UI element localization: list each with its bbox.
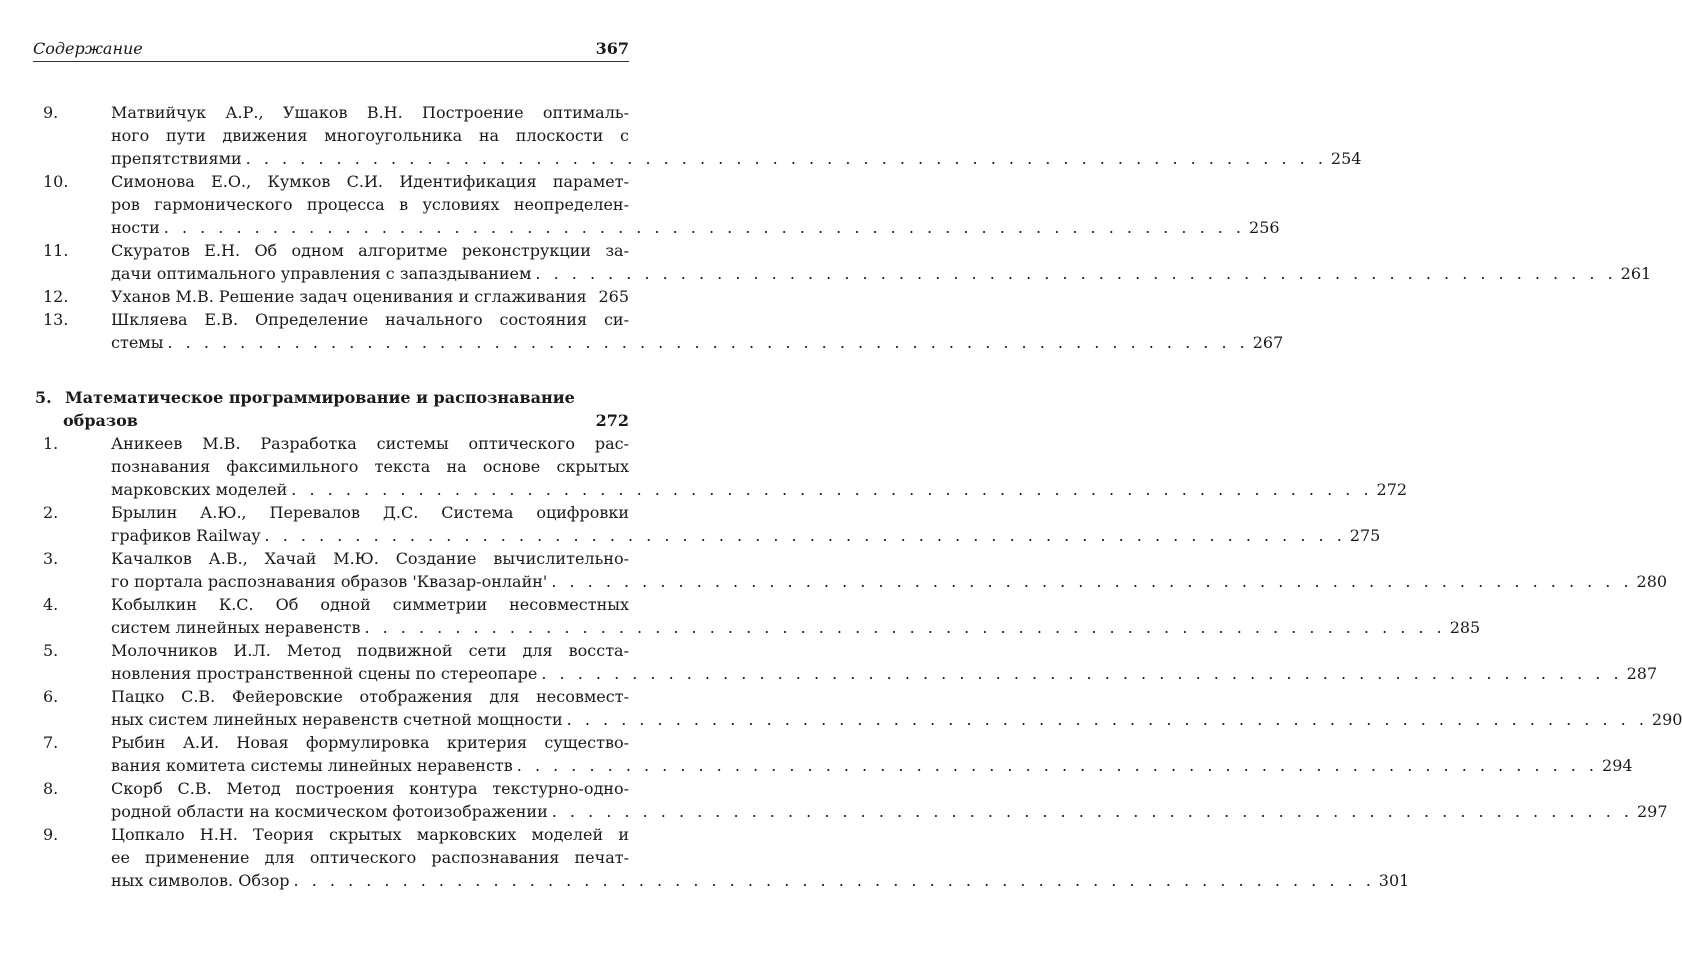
- toc-entry-line: Аникеев М.В. Разработка системы оптического рас-: [111, 434, 629, 453]
- toc-entry-body: [111, 777, 1668, 823]
- toc-entry-line: Скуратов Е.Н. Об одном алгоритме реконструкции за-: [111, 241, 629, 260]
- toc-entry-body: [111, 101, 1362, 170]
- toc-entry-last-text: родной области на космическом фотоизображении: [111, 802, 548, 821]
- toc-entry-number: 10.: [43, 172, 69, 191]
- toc-entry-body: [111, 639, 1658, 685]
- toc-entry-line: Брылин А.Ю., Перевалов Д.С. Система оцифровки: [111, 503, 629, 522]
- toc-entry-page-number: 256: [1249, 218, 1280, 237]
- section-spacer: [33, 354, 629, 386]
- toc-entry-line: ее применение для оптического распознавания печат-: [111, 848, 629, 867]
- dot-leader: . . . . . . . . . . . . . . . . . . . . . . . . . . . . . . . . . . . . . . . . . . . . . . . . . . . . . . . . . . . .: [566, 710, 1648, 729]
- section-title-line-1: Математическое программирование и распознавание: [65, 388, 575, 407]
- toc-entry-page-number: 261: [1620, 264, 1652, 283]
- toc-entry-number: 13.: [43, 310, 69, 329]
- dot-leader: . . . . . . . . . . . . . . . . . . . . . . . . . . . . . . . . . . . . . . . . . . . . . . . . . . . . . . . . . . . .: [551, 572, 1633, 591]
- toc-entry-last-text: вания комитета системы линейных неравенств: [111, 756, 513, 775]
- running-head: [33, 32, 629, 62]
- toc-group-section-5: [33, 432, 1682, 892]
- running-head-page-number: 367: [595, 39, 629, 58]
- toc-entry-last-line: [111, 800, 1668, 823]
- toc-entry-page-number: 285: [1449, 618, 1481, 637]
- dot-leader: . . . . . . . . . . . . . . . . . . . . . . . . . . . . . . . . . . . . . . . . . . . . . . . . . . . . . . . . . . . .: [516, 756, 1599, 775]
- toc-entry-number: 4.: [43, 595, 59, 614]
- toc-entry-line: Качалков А.В., Хачай М.Ю. Создание вычислительно-: [111, 549, 629, 568]
- toc-entry-page-number: 267: [1252, 333, 1284, 352]
- toc-entry-body: [111, 239, 1652, 285]
- toc-entry-number: 5.: [43, 641, 59, 660]
- toc-entry-number: 1.: [43, 434, 59, 453]
- toc-entry-line: Молочников И.Л. Метод подвижной сети для восста-: [111, 641, 629, 660]
- dot-leader: . . . . . . . . . . . . . . . . . . . . . . . . . . . . . . . . . . . . . . . . . . . . . . . . . . . . . . . . . . . .: [167, 333, 1249, 352]
- toc-entry: [33, 731, 1633, 777]
- toc-entry-page-number: 280: [1636, 572, 1668, 591]
- toc-entry-page-number: 265: [598, 287, 629, 306]
- toc-entry-line: Цопкало Н.Н. Теория скрытых марковских моделей и: [111, 825, 629, 844]
- toc-entry-last-line: [111, 147, 1362, 170]
- toc-entry-line: ного пути движения многоугольника на плоскости с: [111, 126, 629, 145]
- toc-entry-last-text: го портала распознавания образов 'Квазар-онлайн': [111, 572, 548, 591]
- toc-entry-number: 11.: [43, 241, 69, 260]
- toc-entry: [33, 101, 1362, 170]
- toc-entry-last-text: ных систем линейных неравенств счетной мощности: [111, 710, 563, 729]
- toc-entry-body: [111, 731, 1633, 777]
- toc-entry-number: 3.: [43, 549, 59, 568]
- toc-entry-last-text: ных символов. Обзор: [111, 871, 290, 890]
- toc-entry-number: 9.: [43, 103, 59, 122]
- toc-entry: [33, 777, 1668, 823]
- toc-entry-page-number: 297: [1636, 802, 1668, 821]
- toc-entry-body: [111, 285, 629, 308]
- toc-entry: [33, 823, 1410, 892]
- toc-entry-last-line: [111, 754, 1633, 777]
- toc-entry-number: 7.: [43, 733, 59, 752]
- toc-entry-last-line: [111, 662, 1658, 685]
- toc-entry: [33, 308, 1284, 354]
- toc-entry-body: [111, 501, 1381, 547]
- dot-leader: . . . . . . . . . . . . . . . . . . . . . . . . . . . . . . . . . . . . . . . . . . . . . . . . . . . . . . . . . . . .: [264, 526, 1346, 545]
- toc-entry-line: Симонова Е.О., Кумков С.И. Идентификация парамет-: [111, 172, 629, 191]
- toc-entry-last-line: [111, 285, 629, 308]
- toc-entry-body: [111, 432, 1408, 501]
- toc-entry-last-text: Уханов М.В. Решение задач оценивания и сглаживания: [111, 287, 587, 306]
- toc-entry-last-line: [111, 616, 1481, 639]
- table-of-contents: [33, 101, 1682, 892]
- section-number: 5.: [35, 388, 52, 407]
- toc-entry-last-text: препятствиями: [111, 149, 242, 168]
- toc-entry-last-text: стемы: [111, 333, 164, 352]
- section-page-number: 272: [595, 411, 629, 430]
- toc-entry-last-text: дачи оптимального управления с запаздыванием: [111, 264, 532, 283]
- toc-entry-last-line: [111, 478, 1408, 501]
- toc-entry-last-text: ности: [111, 218, 160, 237]
- dot-leader: . . . . . . . . . . . . . . . . . . . . . . . . . . . . . . . . . . . . . . . . . . . . . . . . . . . . . . . . . . . .: [291, 480, 1373, 499]
- dot-leader: . . . . . . . . . . . . . . . . . . . . . . . . . . . . . . . . . . . . . . . . . . . . . . . . . . . . . . . . . . . .: [541, 664, 1623, 683]
- toc-entry-page-number: 272: [1376, 480, 1408, 499]
- toc-entry-last-text: марковских моделей: [111, 480, 288, 499]
- toc-entry-number: 9.: [43, 825, 59, 844]
- toc-entry-line: Рыбин А.И. Новая формулировка критерия существо-: [111, 733, 629, 752]
- toc-entry: [33, 593, 1481, 639]
- toc-entry-page-number: 287: [1626, 664, 1658, 683]
- toc-entry-last-line: [111, 331, 1284, 354]
- toc-entry-body: [111, 170, 1280, 239]
- toc-entry-last-text: графиков Railway: [111, 526, 261, 545]
- toc-entry-number: 8.: [43, 779, 59, 798]
- toc-entry-line: Скорб С.В. Метод построения контура текстурно-одно-: [111, 779, 629, 798]
- toc-entry-body: [111, 547, 1668, 593]
- toc-entry-line: Матвийчук А.Р., Ушаков В.Н. Построение оптималь-: [111, 103, 629, 122]
- toc-entry-page-number: 290: [1651, 710, 1682, 729]
- dot-leader: . . . . . . . . . . . . . . . . . . . . . . . . . . . . . . . . . . . . . . . . . . . . . . . . . . . . . . . . . . . .: [364, 618, 1446, 637]
- toc-entry: [33, 639, 1658, 685]
- toc-entry-page-number: 275: [1349, 526, 1381, 545]
- toc-entry: [33, 501, 1381, 547]
- toc-entry-line: Шкляева Е.В. Определение начального состояния си-: [111, 310, 629, 329]
- toc-entry-last-line: [111, 869, 1410, 892]
- toc-entry: [33, 239, 1652, 285]
- toc-entry-last-line: [111, 570, 1668, 593]
- toc-entry: [33, 685, 1682, 731]
- toc-entry-page-number: 294: [1602, 756, 1633, 775]
- toc-entry-last-line: [111, 708, 1682, 731]
- toc-entry-number: 2.: [43, 503, 59, 522]
- dot-leader: . . . . . . . . . . . . . . . . . . . . . . . . . . . . . . . . . . . . . . . . . . . . . . . . . . . . . . . . . . . .: [163, 218, 1246, 237]
- running-head-section: Содержание: [33, 39, 143, 58]
- toc-entry-body: [111, 685, 1682, 731]
- toc-entry-last-line: [111, 262, 1652, 285]
- toc-entry-body: [111, 823, 1410, 892]
- toc-entry-last-text: систем линейных неравенств: [111, 618, 361, 637]
- section-title-line-2: образов: [63, 411, 138, 430]
- dot-leader: . . . . . . . . . . . . . . . . . . . . . . . . . . . . . . . . . . . . . . . . . . . . . . . . . . . . . . . . . . . .: [535, 264, 1617, 283]
- toc-entry-line: ров гармонического процесса в условиях неопределен-: [111, 195, 629, 214]
- toc-entry-last-text: новления пространственной сцены по стереопаре: [111, 664, 538, 683]
- dot-leader: . . . . . . . . . . . . . . . . . . . . . . . . . . . . . . . . . . . . . . . . . . . . . . . . . . . . . . . . . . . .: [293, 871, 1375, 890]
- toc-entry-number: 6.: [43, 687, 59, 706]
- toc-entry-line: Пацко С.В. Фейеровские отображения для несовмест-: [111, 687, 629, 706]
- dot-leader: . . . . . . . . . . . . . . . . . . . . . . . . . . . . . . . . . . . . . . . . . . . . . . . . . . . . . . . . . . . .: [551, 802, 1633, 821]
- toc-entry-body: [111, 593, 1481, 639]
- section-heading: [33, 386, 629, 432]
- toc-entry-last-line: [111, 216, 1280, 239]
- toc-entry-last-line: [111, 524, 1381, 547]
- toc-group-section-4-tail: [33, 101, 1652, 354]
- toc-entry-line: Кобылкин К.С. Об одной симметрии несовместных: [111, 595, 629, 614]
- toc-entry: [33, 432, 1408, 501]
- toc-entry: [33, 170, 1280, 239]
- toc-entry-number: 12.: [43, 287, 69, 306]
- toc-entry: [33, 285, 629, 308]
- toc-entry-page-number: 254: [1330, 149, 1362, 168]
- toc-entry-line: познавания факсимильного текста на основе скрытых: [111, 457, 629, 476]
- toc-entry-body: [111, 308, 1284, 354]
- toc-entry-page-number: 301: [1378, 871, 1410, 890]
- dot-leader: . . . . . . . . . . . . . . . . . . . . . . . . . . . . . . . . . . . . . . . . . . . . . . . . . . . . . . . . . . . .: [245, 149, 1327, 168]
- toc-entry: [33, 547, 1668, 593]
